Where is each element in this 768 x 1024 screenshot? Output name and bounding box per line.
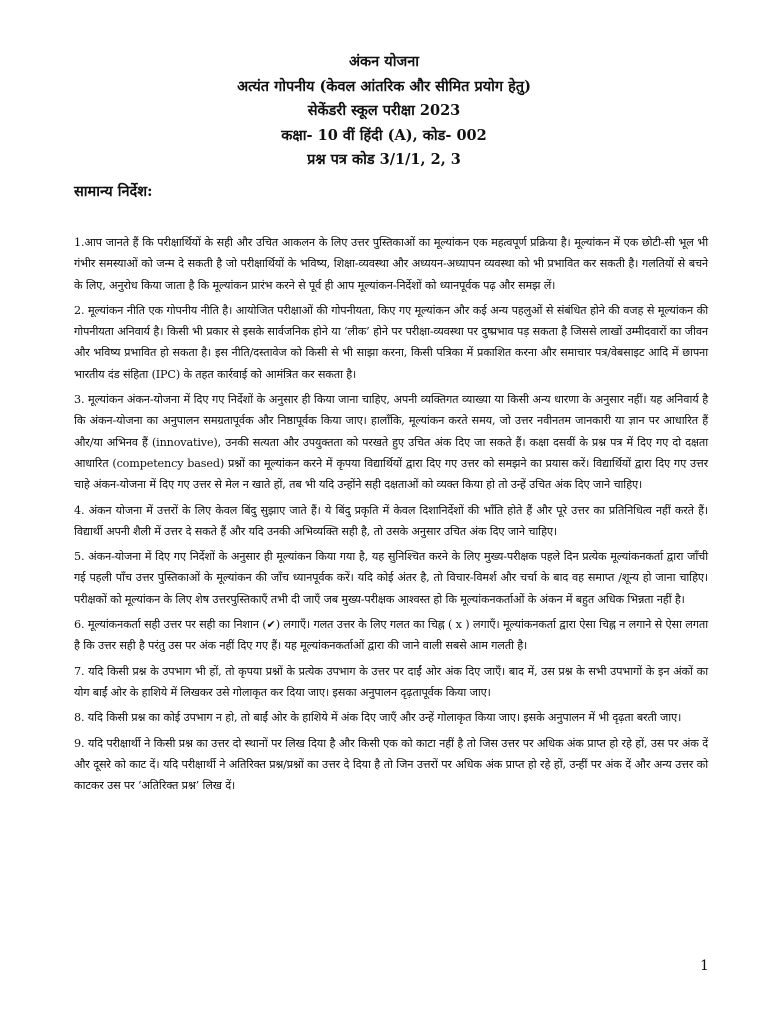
instruction-paragraph: 8. यदि किसी प्रश्न का कोई उपभाग न हो, तो बाईं ओर के हाशिये में अंक दिए जाएँ और उन्हें गोलाकृत किया जाए। इसके अनुपालन में भी दृढ़ता बरती जाए। (74, 711, 682, 725)
instruction-paragraph: 7. यदि किसी प्रश्न के उपभाग भी हों, तो कृपया प्रश्नों के प्रत्येक उपभाग के उत्तर पर दाईं ओर अंक दिए जाएँ। बाद में, उस प्रश्न के सभी उपभागों के इन अंकों का योग बाईं ओर के हाशिये में लिखकर उसे गोलाकृत कर दिया जाए। इसका अनुपालन दृढ़तापूर्वक किया जाए। (74, 664, 708, 699)
instruction-paragraph: 3. मूल्यांकन अंकन-योजना में दिए गए निर्देशों के अनुसार ही किया जाना चाहिए, अपनी व्यक्तिगत व्याख्या या किसी अन्य धारणा के अनुसार नहीं। यह अनिवार्य है कि अंकन-योजना का अनुपालन समग्रतापूर्वक और निष्ठापूर्वक किया जाए। हालाँकि, मूल्यांकन करते समय, जो उत्तर नवीनतम जानकारी या ज्ञान पर आधारित हैं और/या अभिनव हैं (innovative), उनकी सत्यता और उपयुक्तता को परखते हुए उचित अंक दिए जा सकते हैं। कक्षा दसवीं के प्रश्न पत्र में दिए गए दो दक्षता आधारित (competency based) प्रश्नों का मूल्यांकन करने में कृपया विद्यार्थियों द्वारा दिए गए उत्तर को समझने का प्रयास करें। विद्यार्थियों द्वारा दिए गए उत्तर चाहे अंकन-योजना में दिए गए उत्तर से मेल न खाते हों, तब भी यदि उन्होंने सही दक्षताओं को व्यक्त किया हो तो उन्हें उचित अंक दिए जाने चाहिए। (74, 393, 708, 492)
confidentiality-note: अत्यंत गोपनीय (केवल आंतरिक और सीमित प्रयोग हेतु) (237, 77, 531, 95)
instruction-paragraph: 2. मूल्यांकन नीति एक गोपनीय नीति है। आयोजित परीक्षाओं की गोपनीयता, किए गए मूल्यांकन और कई अन्य पहलुओं से संबंधित होने की वजह से मूल्यांकन की गोपनीयता अनिवार्य है। किसी भी प्रकार से इसके सार्वजनिक होने या ‘लीक’ होने पर परीक्षा-व्यवस्था पर दुष्प्रभाव पड़ सकता है जिससे लाखों उम्मीदवारों का जीवन और भविष्य प्रभावित हो सकता है। इस नीति/दस्तावेज को किसी से भी साझा करना, किसी पत्रिका में प्रकाशित करना और समाचार पत्र/वेबसाइट आदि में छापना भारतीय दंड संहिता (IPC) के तहत कार्रवाई को आमंत्रित कर सकता है। (74, 303, 708, 381)
question-paper-code: प्रश्न पत्र कोड 3/1/1, 2, 3 (307, 151, 461, 168)
instructions-body (74, 232, 708, 800)
instruction-paragraph: 9. यदि परीक्षार्थी ने किसी प्रश्न का उत्तर दो स्थानों पर लिख दिया है और किसी एक को काटा नहीं है तो जिस उत्तर पर अधिक अंक प्राप्त हो रहे हों, उस पर अंक दें और दूसरे को काट दें। यदि परीक्षार्थी ने अतिरिक्त प्रश्न/प्रश्नों का उत्तर दे दिया है तो जिन उत्तरों पर अधिक अंक प्राप्त हो रहे हों, उन्हीं पर अंक दें और अन्य उत्तर को काटकर उस पर ‘अतिरिक्त प्रश्न’ लिख दें। (74, 736, 708, 793)
exam-name: सेकेंडरी स्कूल परीक्षा 2023 (307, 102, 461, 119)
page-number: 1 (700, 958, 709, 974)
instruction-paragraph: 5. अंकन-योजना में दिए गए निर्देशों के अनुसार ही मूल्यांकन किया गया है, यह सुनिश्चित करने के लिए मुख्य-परीक्षक पहले दिन प्रत्येक मूल्यांकनकर्ता द्वारा जाँची गई पहली पाँच उत्तर पुस्तिकाओं के मूल्यांकन की जाँच ध्यानपूर्वक करें। यदि कोई अंतर है, तो विचार-विमर्श और चर्चा के बाद वह समाप्त /शून्य हो जाना चाहिए। परीक्षकों को मूल्यांकन के लिए शेष उत्तरपुस्तिकाएँ तभी दी जाएँ जब मुख्य-परीक्षक आश्वस्त हो कि मूल्यांकनकर्ताओं के अंकन में बहुत अधिक भिन्नता नहीं है। (74, 550, 708, 606)
class-subject-code: कक्षा- 10 वीं हिंदी (A), कोड- 002 (281, 126, 487, 144)
instruction-paragraph: 1.आप जानते हैं कि परीक्षार्थियों के सही और उचित आकलन के लिए उत्तर पुस्तिकाओं का मूल्यांकन एक महत्वपूर्ण प्रक्रिया है। मूल्यांकन में एक छोटी-सी भूल भी गंभीर समस्याओं को जन्म दे सकती है जो परीक्षार्थियों के भविष्य, शिक्षा-व्यवस्था और अध्ययन-अध्यापन व्यवस्था को भी प्रभावित कर सकती है। गलतियों से बचने के लिए, अनुरोध किया जाता है कि मूल्यांकन प्रारंभ करने से पूर्व ही आप मूल्यांकन-निर्देशों को ध्यानपूर्वक पढ़ और समझ लें। (74, 236, 708, 292)
instruction-paragraph: 4. अंकन योजना में उत्तरों के लिए केवल बिंदु सुझाए जाते हैं। ये बिंदु प्रकृति में केवल दिशानिर्देशों की भाँति होते हैं और पूरे उत्तर का प्रतिनिधित्व नहीं करते हैं। विद्यार्थी अपनी शैली में उत्तर दे सकते हैं और यदि उनकी अभिव्यक्ति सही है, तो उसके अनुसार उचित अंक दिए जाने चाहिए। (74, 503, 708, 538)
document-header (0, 50, 768, 173)
marking-scheme-title: अंकन योजना (348, 53, 420, 70)
general-instructions-heading: सामान्य निर्देश: (74, 183, 153, 200)
instruction-paragraph: 6. मूल्यांकनकर्ता सही उत्तर पर सही का निशान (✔) लगाएँ। गलत उत्तर के लिए गलत का चिह्न ( x ) लगाएँ। मूल्यांकनकर्ता द्वारा ऐसा चिह्न न लगाने से ऐसा लगता है कि उत्तर सही है परंतु उस पर अंक नहीं दिए गए हैं। यह मूल्यांकनकर्ताओं द्वारा की जाने वाली सबसे आम गलती है। (74, 618, 708, 653)
